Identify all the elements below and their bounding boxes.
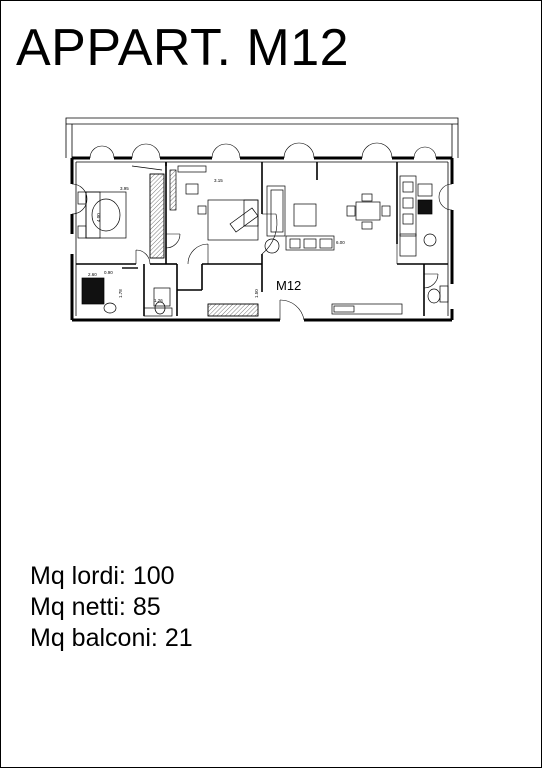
dimension-labels	[88, 178, 345, 303]
stat-label: Mq lordi:	[30, 562, 126, 590]
dim-bedroom-width: 3.95	[120, 186, 129, 191]
dim-bath-depth: 1.78	[118, 289, 123, 298]
dim-bath-width: 2.60	[88, 272, 97, 277]
interior-walls	[76, 162, 448, 316]
stat-net-area	[30, 592, 193, 623]
dim-small-a: 0.90	[104, 270, 113, 275]
stat-gross-area	[30, 561, 193, 592]
floor-plan	[62, 114, 464, 340]
stat-value: 100	[132, 562, 175, 590]
living-furniture	[265, 186, 402, 314]
unit-label: M12	[276, 278, 302, 293]
area-stats	[30, 561, 193, 654]
dim-closet-width: 1.26	[154, 298, 163, 303]
stat-balcony-area	[30, 623, 193, 654]
stat-label: Mq balconi:	[30, 624, 158, 652]
balcony	[66, 118, 458, 158]
dim-hall-depth: 1.50	[254, 289, 259, 298]
stat-value: 85	[132, 593, 161, 621]
stat-value: 21	[164, 624, 193, 652]
floor-plan-drawing	[62, 114, 464, 340]
stat-label: Mq netti:	[30, 593, 126, 621]
dim-kitchen-width: 6.00	[336, 240, 345, 245]
dim-living-width: 3.15	[214, 178, 223, 183]
page-title: APPART. M12	[16, 19, 350, 77]
window-swings-top	[90, 143, 436, 158]
dim-bedroom-depth: 4.00	[96, 213, 101, 222]
bedroom-furniture	[78, 166, 164, 258]
